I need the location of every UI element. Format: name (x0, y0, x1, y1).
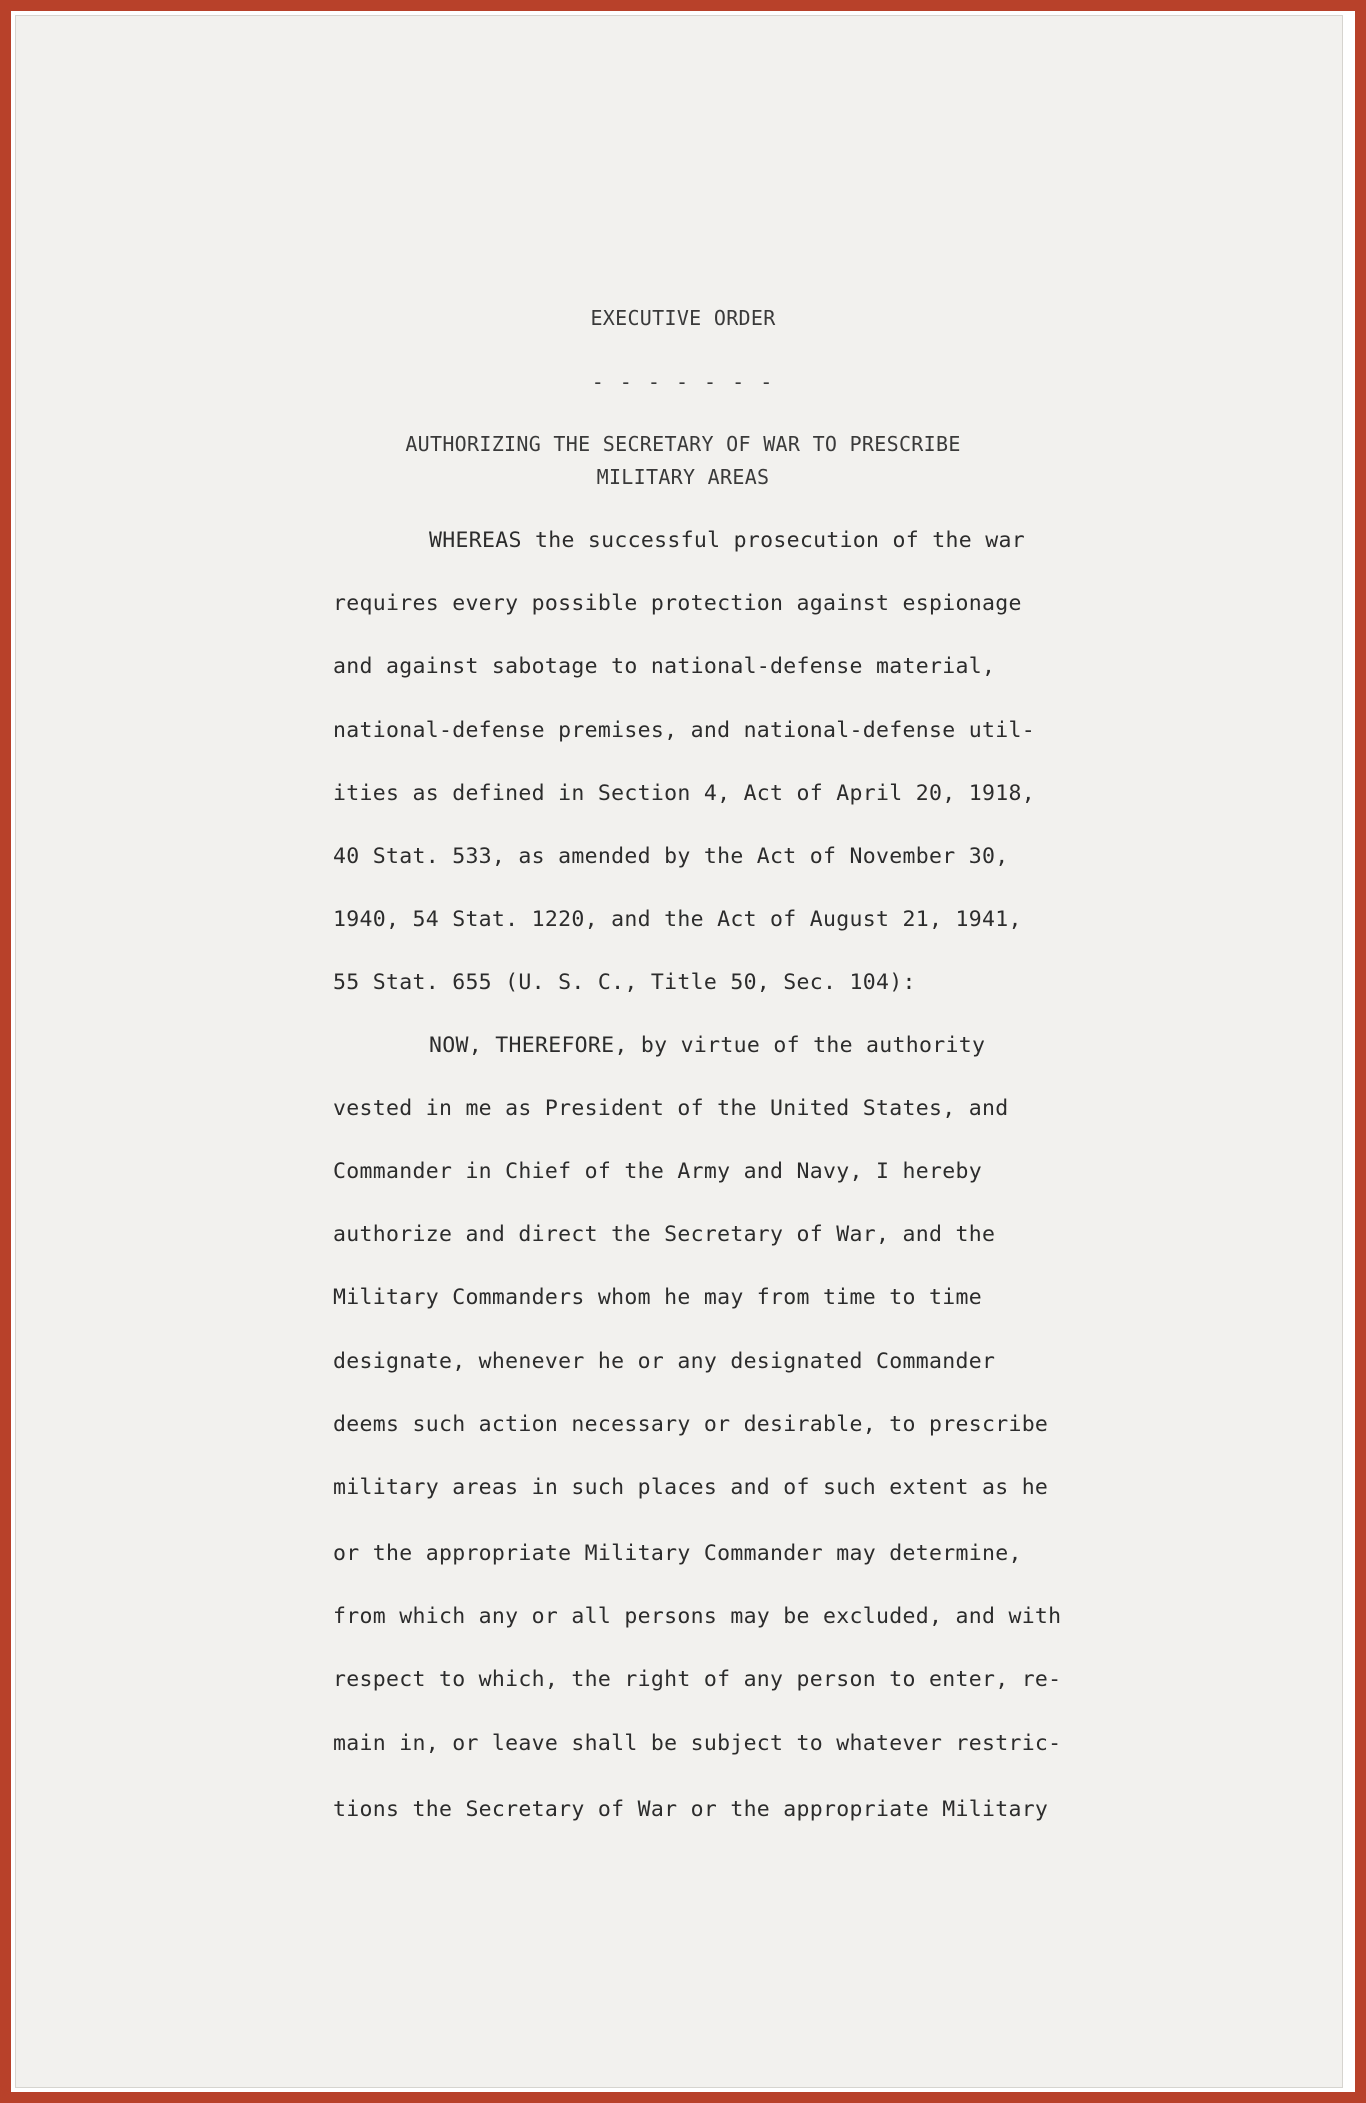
document-subtitle-line-1: AUTHORIZING THE SECRETARY OF WAR TO PRESCRIBE (405, 432, 961, 456)
paragraph-line: ities as defined in Section 4, Act of April 20, 1918, (333, 781, 1035, 806)
paragraph-line: national-defense premises, and national-defense util- (333, 718, 1035, 743)
paragraph-line: respect to which, the right of any person to enter, re- (333, 1667, 1062, 1692)
paragraph-line: designate, whenever he or any designated Commander (333, 1349, 996, 1374)
paragraph-line: tions the Secretary of War or the appropriate Military (333, 1797, 1049, 1822)
paragraph-line: NOW, THEREFORE, by virtue of the authority (429, 1033, 986, 1058)
document-heading: EXECUTIVE ORDER (590, 306, 776, 330)
paragraph-line: vested in me as President of the United States, and (333, 1096, 1009, 1121)
paragraph-line: Military Commanders whom he may from time to time (333, 1285, 982, 1310)
paragraph-line: and against sabotage to national-defense material, (333, 654, 996, 679)
document-subtitle-line-2: MILITARY AREAS (596, 465, 770, 489)
paragraph-line: WHEREAS the successful prosecution of the war (429, 528, 1025, 553)
paragraph-line: Commander in Chief of the Army and Navy, I hereby (333, 1159, 982, 1184)
paragraph-line: from which any or all persons may be excluded, and with (333, 1604, 1062, 1629)
paragraph-line: 1940, 54 Stat. 1220, and the Act of August 21, 1941, (333, 907, 1022, 932)
heading-separator: - - - - - - - (591, 370, 775, 394)
paragraph-line: 55 Stat. 655 (U. S. C., Title 50, Sec. 104): (333, 970, 916, 995)
paragraph-line: 40 Stat. 533, as amended by the Act of November 30, (333, 844, 1009, 869)
paragraph-line: deems such action necessary or desirable, to prescribe (333, 1412, 1049, 1437)
paragraph-line: requires every possible protection against espionage (333, 591, 1022, 616)
paragraph-line: military areas in such places and of such extent as he (333, 1475, 1049, 1500)
paragraph-line: or the appropriate Military Commander may determine, (333, 1541, 1022, 1566)
paragraph-line: main in, or leave shall be subject to whatever restric- (333, 1731, 1062, 1756)
paragraph-line: authorize and direct the Secretary of War, and the (333, 1222, 996, 1247)
